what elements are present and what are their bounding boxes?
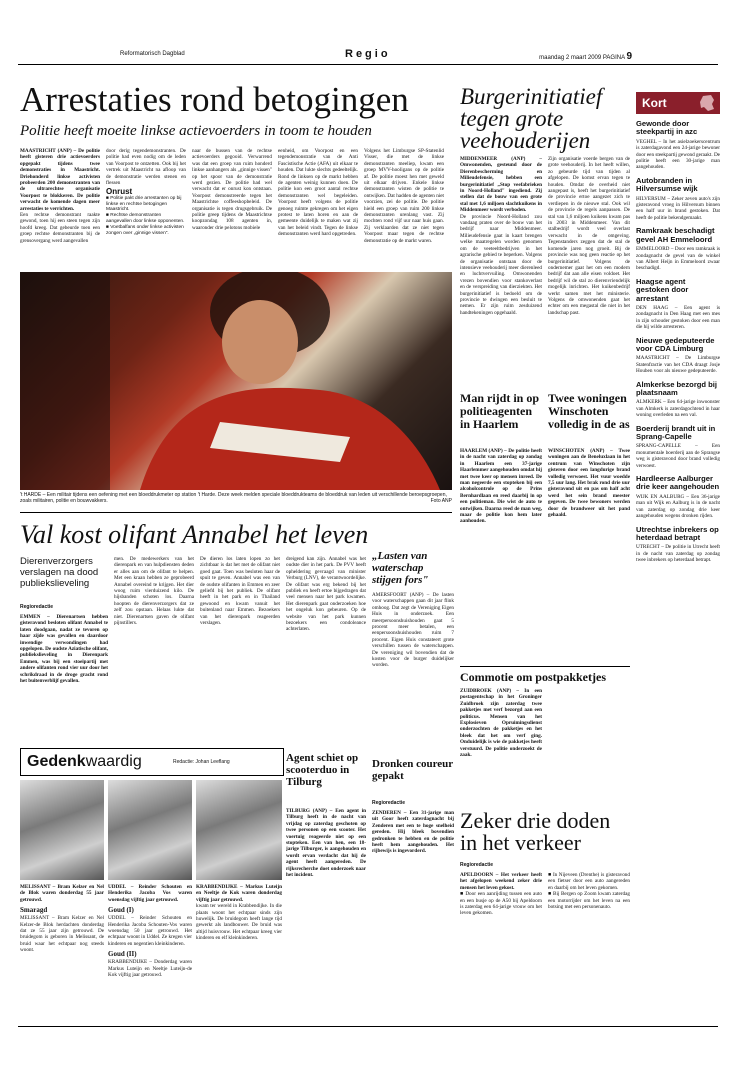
winschoten-col [548, 448, 630, 662]
kort-item [636, 227, 720, 271]
coureur-byline: Regioredactie [372, 800, 406, 806]
kort-item-body: UTRECHT – De politie in Utrecht heeft in de nacht van zaterdag op zondag twee inbrekers op heterdaad betrapt. [636, 544, 720, 564]
onrust-item: ■ Politie pakt drie arrestanten op bij linkse en rechtse betogingen Maastricht. [106, 195, 182, 213]
olifant-col-1 [20, 614, 108, 742]
kort-item-title: Autobranden in Hilversumse wijk [636, 175, 698, 194]
kort-item-body: WIJK EN AALBURG – Een 36-jarige man uit Wijk en Aalburg is in de nacht van zaterdag op zondag drie keer aangehouden wegens dronken rijden. [636, 493, 720, 520]
politie-col [460, 448, 542, 662]
commotie-col-2 [548, 688, 630, 798]
kort-item [636, 278, 720, 331]
winschoten-body: WINSCHOTEN (ANP) – Twee woningen aan de Beneluxlaan in het centrum van Winschoten zijn gisteren door een langdurige brand volledig verwoest. Het vuur woedde 7,5 uur lang. Het brak rond drie uur gisteravond uit en pas om half acht werd het sein brand meester gegeven. De twee bewoners werden door de brandweer uit het pand gehaald. [548, 448, 630, 519]
coureur-col [372, 810, 454, 1022]
photo-rule [20, 512, 452, 513]
lead-body-2: door derig tegendemonstranten. De politie had even nodig om de leden van Voorpost te ontzetten. Ook bij het vertrek uit Maastricht na afloop van de demonstratie werden stenen en flessen [106, 148, 186, 187]
photo-caption [20, 492, 452, 504]
photo-soldier-illustration [20, 272, 452, 490]
olifant-byline: Regioredactie [20, 604, 54, 610]
kort-item-title: Boerderij brandt uit in Sprang-Capelle [636, 423, 716, 442]
politie-body: HAARLEM (ANP) – De politie heeft in de nacht van zaterdag op zondag in Haarlem een 37-jarige Haarlemmer aangehouden omdat hij met twee keer op mensen inreed. De man negeerde een stopteken bij een alcoholcontrole op de Prins Bernhardlaan en reed daarbij in op een politieman. Die wist de auto te ontwijken. Daarna reed de man weg, maar de politie kon hem later aanhouden. [460, 448, 542, 525]
olifant-col-4 [286, 556, 366, 742]
kort-item [636, 425, 720, 469]
couple-body: MELISSANT – Bram Kelzer en Nel Kelzer-de Blok herdachten donderdag dat ze 55 jaar zijn getrouwd. De bruidegom is geboren in Melissant, de bruid waar het echtpaar nog steeds woont. [20, 915, 104, 954]
verkeer-byline: Regioredactie [460, 862, 494, 868]
olifant-col-3 [200, 556, 280, 742]
photo-credit: Foto ANP [430, 498, 452, 504]
footer-rule [18, 1026, 718, 1027]
lead-col-4 [278, 148, 358, 270]
verkeer-col-2 [548, 872, 630, 1022]
agent-headline: Agent schiet op scooterduo in Tilburg [286, 752, 359, 788]
waterschap-body: AMERSFOORT (ANP) – De lasten voor waterschappen gaan dit jaar flink omhoog. Dat zegt de Vereniging Eigen Huis in onderzoek. Een meerpersoonshuishouden gaat 5 procent meer betalen, een eenpersoonshuishouden ruim 7 procent. Eigen Huis constateert grote verschillen tussen de waterschappen. De vereniging wil bovendien dat de kosten voor de burger duidelijker worden. [372, 592, 454, 669]
burger-body-1: De provincie Noord-Holland zou vandaag praten over de bouw van het bedrijf naar Middenmeer. Milieudefensie gaat in kaart brengen welke maatregelen worden genomen om de veeteeltbedrijven in het agrarische gebied te beperken. Volgens de organisatie ontstaan door de intensieve veehouderij meer dierenleed en luchtvervuiling. Omwonenden vrezen bovendien voor stankoverlast en de verspreiding van dierziekten. Het burgerinitiatief is bedoeld om de provincie te dwingen een besluit te nemen. Er zijn ruim zesduizend handtekeningen opgehaald. [460, 213, 542, 316]
coureur-headline: Dronken coureur gepakt [372, 758, 453, 782]
commotie-headline: Commotie om postpakketjes [460, 670, 606, 684]
gedenk-col-1 [20, 884, 104, 1022]
burger-body-2: Zijn organisatie voerde bergen van de grote veehouderij. In het heeft willen, zo gebeurde tijd van tijden al afgelopen. De komst ervan tegen te houden. Omdat de overheid niet aangepast is, heeft het burgerinitiatief de provincie ertoe aangezet zich te verdiepen in de nieuwe stal. Ook wil de provincie de regels aanpassen. De stal van 1,6 miljoen kuikens kwam pas in 2003 in Middenmeer. Van dit stalbedrijf wordt veel overlast verwacht in de omgeving. Tegenstanders zeggen dat de stal de komende jaren nog groeit. Bij de provincie was nog geen reactie op het burgerinitiatief. Volgens de ondernemer gaat het om een modern bedrijf dat aan alle eisen voldoet. Het bedrijf wil de stal zo dierenvriendelijk mogelijk inrichten. Het kuikenbedrijf werkt samen met het ministerie. Volgens de omwonenden gaat het echter om een megastal die niet in het landschap past. [548, 156, 630, 316]
kort-item-body: MAASTRICHT – De Limburgse Statenfractie van het CDA draagt Josje Houben voor als nieuwe gedeputeerde. [636, 355, 720, 375]
kort-item [636, 337, 720, 375]
paper-name: Reformatorisch Dagblad [120, 51, 185, 57]
couple-heading: Smaragd [20, 906, 48, 915]
kort-item [636, 526, 720, 564]
gedenk-col-3 [196, 884, 282, 1022]
page-date: maandag 2 maart 2009 PAGINA 9 [539, 51, 632, 62]
waterschap-headline: „Lasten van waterschap stijgen fors" [372, 550, 429, 586]
kort-item-title: Gewonde door steekpartij in azc [636, 120, 698, 137]
header-rule [18, 64, 718, 65]
olifant-lead: Dierenverzorgers verslagen na dood publiekslieveling [20, 556, 99, 589]
kort-item-title: Almkerkse bezorgd bij plaatsnaam [636, 379, 718, 397]
commotie-rule [460, 666, 630, 667]
onrust-item: ■ Rechtse demonstranten aangevallen door linkse opponenten. [106, 213, 185, 225]
gedenk-header [20, 748, 284, 776]
lead-body-1: Een rechtse demonstrant raakte gewond, toen hij een steen tegen zijn hoofd kreeg. Dat gebeurde toen een groep rechtse demonstranten bij de grensovergang werd aangevallen [20, 212, 100, 244]
onrust-title: Onrust [106, 187, 133, 197]
olifant-body-3: De dieren los laten lopen zo het zichtbaar is dat het met de olifant niet goed gaat. Toen was besloten haar de spuit te geven. Annabel was een van de oudste olifanten in Emmen en zeer geliefd bij het publiek. De olifant heeft in het park en in Thailand gewoond en kwam vanuit het buitenland naar Emmen. Bezoekers van het dierenpark reageerden verslagen. [200, 556, 280, 627]
kort-item-body: ALMKERK – Een 64-jarige inwoonster van Almkerk is zaterdagochtend in haar woning overleden na een val. [636, 399, 720, 419]
gedenk-editor: Redactie: Johan Leeflang [173, 759, 230, 765]
kort-item [636, 475, 720, 519]
couple-caption: UDDEL – Reinder Schouten en Henderika Jacoba Vos waren woensdag vijftig jaar getrouwd. [108, 884, 192, 903]
lead-body-4: eenheid, om Voorpost en een tegendemonstratie van de Anti Fascistische Actie (AFA) uit elkaar te houden. Dat lukte slechts gedeeltelijk. Rond de linksen op de markt hebben de agenten weinig kunnen doen. De politie kon een groot aantal rechtse demonstranten wel begeleiden. Voorpost heeft volgens de politie genoeg ruimte gekregen om het eigen protest te laten horen en aan de gemeente duidelijk te maken wat zij van het beleid vindt. Tegen de linkse demonstranten werd hard opgetreden. [278, 148, 358, 238]
politie-headline: Man rijdt in op politieagenten in Haarlem [460, 391, 540, 431]
kort-item-title: Utrechtse inbrekers op heterdaad betrapt [636, 524, 719, 542]
kort-item [636, 381, 720, 419]
verkeer-item: ■ In Nijeveen (Drenthe) is gisteravond een fietser door een auto aangereden en daarbij om het leven gekomen. [548, 872, 630, 891]
lead-headline: Arrestaties rond betogingen [20, 80, 409, 119]
kort-item-title: Ramkraak beschadigt gevel AH Emmeloord [636, 226, 715, 244]
couple-photo-uddel [108, 780, 192, 880]
page-header [120, 48, 632, 62]
onrust-item: ■ Voetbalfans onder linkse activisten zongen over „ginnige vissen". [106, 224, 184, 236]
kort-item [636, 177, 720, 221]
kort-column [636, 120, 720, 1024]
burger-headline: Burgerinitiatief tegen grote veehouderijen [460, 84, 603, 153]
kort-item-title: Hardleerse Aalburger drie keer aangehouden [636, 474, 720, 492]
couple-caption: MELISSANT – Bram Kelzer en Nel de Blok waren donderdag 55 jaar getrouwd. [20, 884, 104, 903]
olifant-body-4: dreigend kan zijn. Annabel was het oudste dier in het park. De PVV heeft opheldering gevraagd van minister Verburg (LNV), de verantwoordelijke. De olifant was erg bekend bij het publiek en heeft ertoe bijgedragen dat veel mensen naar het park kwamen. Het dierenpark gaat onderzoeken hoe het ongeluk kon gebeuren. Op de website van het park kunnen bezoekers een condoleance achterlaten. [286, 556, 366, 633]
lead-body-3: naar de bussen van de rechtse actievoerders gegooid. Verwarrend was dat een groep van ruim honderd linkse aanhangers als „ginnige vissen" op het spoor van de demonstratie werd gezien. De politie had wel verwacht dat er onrust kon ontstaan. Voorpost demonstreerde tegen het Maastrichtse coffeeshopbeleid. De organisatie is tegen drugsgebruik. De politie greep tijdens de Maastrichtse koopzondag 108 agenten in, waaronder drie pelotons mobiele [192, 148, 272, 231]
lead-col-1 [20, 148, 100, 270]
kort-label: Kort [642, 96, 667, 110]
lead-intro: MAASTRICHT (ANP) – De politie heeft gisteren drie actievoerders opgepakt tijdens twee demonstraties in Maastricht. Driehonderd linkse activisten probeerden 200 demonstranten van de ultrarechtse organisatie Voorpost te blokkeren. De politie verwacht de komende dagen meer arrestaties te verrichten. [20, 148, 100, 212]
couple-body: kwam ter wereld in Krabbendijke. In die plaats woont het echtpaar sinds zijn huwelijk. De bruidegom heeft lange tijd gewerkt als landbouwer. De bruid was altijd huisvrouw. Het echtpaar kreeg vier kinderen en elf kleinkinderen. [196, 903, 282, 942]
burger-intro: MIDDENMEER (ANP) – Omwonenden, gesteund door de Dierenbescherming en Milieudefensie, hebben een burgerinitiatief „Stop veefabrieken in Noord-Holland" ingediend. Zij stellen dat de bouw van een grote stal met 1,6 miljoen slachtkuikens in Middenmeer wordt verboden. [460, 156, 542, 214]
kort-item [636, 120, 720, 171]
lead-col-5 [364, 148, 444, 270]
burger-col-2 [548, 156, 630, 388]
agent-col [286, 808, 366, 1022]
netherlands-map-icon [698, 94, 716, 112]
couple-body: UDDEL – Reinder Schouten en Henderika Jacoba Schouten-Vos waren woensdag 50 jaar getrouwd. Het echtpaar woont in Uddel. Ze kregen vier kinderen en negentien kleinkinderen. [108, 915, 192, 947]
lead-col-2 [106, 148, 186, 270]
verkeer-item: ■ Door een aanrijding tussen een auto en een busje op de A50 bij Apeldoorn is zaterdag een 64-jarige vrouw om het leven gekomen. [460, 891, 542, 917]
olifant-body-2: men. De medewerkers van het dierenpark en van hulpdiensten deden er alles aan om de olifant te helpen. Met een kraan hebben ze geprobeerd Annabel overeind te krijgen. Het dier woog ruim vierduizend kilo. De hijsbanden schoten los. Daarna hoopten de dierenverzorgers dat ze zelf zou opstaan. Helaas lukte dat niet. Dierenartsen gaven de olifant pijnstillers. [114, 556, 194, 627]
verkeer-intro: APELDOORN – Het verkeer heeft het afgelopen weekend zeker drie mensen het leven gekost. [460, 872, 542, 891]
olifant-body-1: EMMEN – Dierenartsen hebben gisteravond besloten olifant Annabel te laten doodgaan, nadat ze tevoren op haar zijde was gevallen en daardoor inwendige verwondingen had opgelopen. De oudste Aziatische olifant, publiekslieveling in Dierenpark Emmen, was bij een stoeipartij met andere olifanten rond vier uur door het schrikdraad in de droge gracht rond het buitenverblijf gevallen. [20, 614, 108, 685]
couple-body: KRABBENDIJKE – Donderdag waren Markus Luteijn en Neeltje Luteijn-de Kok vijftig jaar getrouwd. [108, 959, 192, 979]
commotie-body: ZUIDBROEK (ANP) – In een postagentschap in het Groninger Zuidbroek zijn zaterdag twee pakketjes met verf bezorgd aan een politicus. Mensen van het Explosieven Opruimingsdienst onderzochten de pakketjes en het bleek dat het om verf ging. Onduidelijk is wie de pakketjes heeft verstuurd. De politie onderzoekt de zaak. [460, 688, 542, 759]
lead-subtitle: Politie heeft moeite linkse actievoerders in toom te houden [20, 123, 372, 139]
lead-col-3 [192, 148, 272, 270]
kort-item-body: HILVERSUM – Zeker zeven auto's zijn gisteravond vroeg in Hilversum binnen een half uur in brand gestoken. Dat heeft de politie bekendgemaakt. [636, 195, 720, 221]
kort-item-title: Haagse agent gestoken door arrestant [636, 276, 689, 303]
coureur-body: ZENDEREN – Een 31-jarige man uit Goor heeft zaterdagnacht bij Zenderen met een te hoge snelheid gereden. Hij bleek bovendien gedronken te hebben en de politie heeft hem aangehouden. Het rijbewijs is ingevorderd. [372, 810, 454, 855]
kort-item-body: DEN HAAG – Een agent is zondagnacht in Den Haag met een mes in zijn schouder gestoken door een man die hij wilde arresteren. [636, 304, 720, 331]
agent-body: TILBURG (ANP) – Een agent in Tilburg heeft in de nacht van vrijdag op zaterdag geschoten op twee personen op een scooter. Het voertuig reageerde niet op een stopteken. Een van hen, een 18-jarige Tilburger, is aangehouden en wordt ervan verdacht dat hij de agent heeft aangereden. De rijksrecherche doet onderzoek naar het incident. [286, 808, 366, 879]
gedenk-col-2 [108, 884, 192, 1022]
kort-header [636, 92, 720, 114]
verkeer-col-1 [460, 872, 542, 1022]
kort-item-body: EMMELOORD – Door een ramkraak is zondagnacht de gevel van de winkel van Albert Heijn in Emmeloord zwaar beschadigd. [636, 246, 720, 272]
page-number: 9 [626, 51, 632, 62]
olifant-col-2 [114, 556, 194, 742]
winschoten-headline: Twee woningen Winschoten volledig in de as [548, 391, 630, 431]
section-name: Regio [345, 48, 391, 60]
verkeer-headline: Zeker drie doden in het verkeer [460, 808, 611, 855]
kort-item-title: Nieuwe gedeputeerde voor CDA Limburg [636, 335, 715, 353]
couple-photo-krabbendijke [196, 780, 282, 880]
kort-item-body: VEGHEL – In het asielzoekerscentrum is zaterdagavond een 24-jarige bewoner door een steekpartij gewond geraakt. De politie heeft een 30-jarige man aangehouden. [636, 138, 720, 171]
couple-photo-melissant [20, 780, 104, 880]
photo-caption-text: 't HARDE – Een militair tijdens een oefening met een bloeddrukmeter op station 't Harde. Deze week melden speciale bloeddrukteams de bloeddruk van leden uit verschillende beroepsgroepen, zoals militairen, politie en bouwvakkers. [20, 492, 447, 504]
couple-heading: Goud (II) [108, 950, 137, 959]
couple-heading: Goud (I) [108, 906, 134, 915]
kort-item-body: SPRANG-CAPELLE – Een monumentale boerderij aan de Sprangse weg is gisteravond door brand volledig verwoest. [636, 443, 720, 469]
gedenk-title: Gedenkwaardig [27, 753, 142, 770]
burger-col-1 [460, 156, 542, 388]
waterschap-col [372, 592, 454, 742]
couple-caption: KRABBENDIJKE – Markus Luteijn en Neeltje de Kok waren donderdag vijftig jaar getrouwd. [196, 884, 282, 903]
lead-body-5: Volgens het Limburgse SP-Statenlid Visser, die met de linkse demonstranten meeliep, kwam een groep MVV-hooligans op de politie af. De politie moest hen met geweld uit elkaar drijven. Enkele linkse demonstranten wisten de politie te ontwijken. Dat hadden de agenten niet voorzien, zei de politie. De politie hield een groep van ruim 200 linkse demonstranten urenlang vast. Zij mochten rond vijf uur naar huis gaan. Zij verklaarden dat ze niet tegen Voorpost maar tegen de rechtse demonstratie op de markt waren. [364, 148, 444, 244]
olifant-headline: Val kost olifant Annabel het leven [20, 520, 369, 549]
lead-photo [20, 272, 452, 490]
commotie-col-1 [460, 688, 542, 798]
verkeer-item: ■ Bij Bergen op Zoom kwam zaterdag een motorrijder om het leven na een botsing met een personenauto. [548, 891, 630, 911]
